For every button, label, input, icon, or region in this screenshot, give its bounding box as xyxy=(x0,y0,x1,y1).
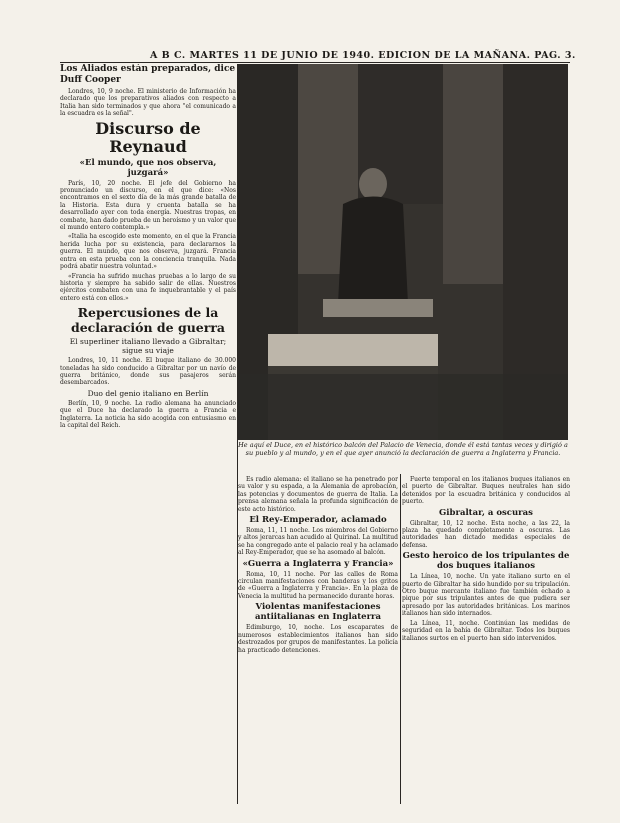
kicker-text: Londres, 10, 9 noche. El ministerio de Información ha declarado que los preparativos aliados con respecto a Italia han sido terminados y que ahora "el comunicado a la escuadra es la señal". xyxy=(60,88,236,118)
photo-image xyxy=(238,64,568,440)
middle-column xyxy=(238,474,398,656)
photo-duce-balcony xyxy=(238,64,568,440)
article-paragraph: Londres, 10, 11 noche. El buque italiano de 30.000 toneladas ha sido conducido a Gibraltar por un navío de guerra británico, donde sus pasajeros serán desembarcados. xyxy=(60,357,236,387)
headline-reynaud: Discurso de Reynaud xyxy=(95,118,201,156)
left-column xyxy=(60,64,236,431)
kicker-headline: Los Aliados están preparados, dice Duff Cooper xyxy=(60,64,236,85)
subhead-superliner: El superliner italiano llevado a Gibraltar; sigue su viaje xyxy=(69,337,227,356)
headline-guerra: «Guerra a Inglaterra y Francia» xyxy=(242,558,394,569)
article-paragraph: «Italia ha escogido este momento, en el que la Francia herida lucha por su existencia, para declararnos la guerra. El mundo, que nos observa, juzgará. Francia entra en esta prueba con la conciencia tranquila. Nada podrá abatir nuestra voluntad.» xyxy=(60,233,236,271)
headline-repercusiones: Repercusiones de la declaración de guerra xyxy=(70,305,226,336)
article-paragraph: París, 10, 20 noche. El jefe del Gobierno ha pronunciado un discurso, en el que dice: «Nos encontramos en el sexto día de la más grande batalla de la Historia. Esta dura y cruenta batalla se ha desarrollado ayer con toda energía. Nuestras tropas, en combate, han dado prueba de un heroísmo y un valor que el mundo entero contempla.» xyxy=(60,179,236,232)
headline-rey-emperador: El Rey-Emperador, aclamado xyxy=(249,515,387,526)
article-paragraph: Roma, 10, 11 noche. Por las calles de Roma circulan manifestaciones con banderas y los gritos de «Guerra a Inglaterra y Francia». En la plaza de Venecia la multitud ha permanecido durante horas. xyxy=(238,570,398,600)
header-rule xyxy=(60,62,570,63)
headline-manifestaciones: Violentas manifestaciones antiitalianas en Inglaterra xyxy=(254,602,382,623)
article-paragraph: Edimburgo, 10, noche. Los escaparates de numerosos establecimientos italianos han sido destrozados por grupos de manifestantes. La policía ha practicado detenciones. xyxy=(238,624,398,654)
article-paragraph: Es radio alemana: el italiano se ha penetrado por su valor y su espada, a la Alemania de aprobación, las potencias y documentos de guerra de Italia. La prensa alemana señala la profunda significación de este acto histórico. xyxy=(238,476,398,513)
column-rule xyxy=(400,474,401,804)
article-paragraph: Berlín, 10, 9 noche. La radio alemana ha anunciado que el Duce ha declarado la guerra a Francia e Inglaterra. La noticia ha sido acogida con entusiasmo en la capital del Reich. xyxy=(60,399,236,429)
article-paragraph: Fuerte temporal en los italianos buques italianos en el puerto de Gibraltar. Buques neutrales han sido detenidos por la escuadra británica y conducidos al puerto. xyxy=(402,476,570,506)
masthead: A B C. MARTES 11 DE JUNIO DE 1940. EDICION DE LA MAÑANA. PAG. 3. xyxy=(150,50,576,61)
headline-gibraltar: Gibraltar, a oscuras xyxy=(439,507,533,518)
article-paragraph: Roma, 11, 11 noche. Los miembros del Gobierno y altos jerarcas han acudido al Quirinal. La multitud se ha congregado ante el palacio real y ha aclamado al Rey-Emperador, que se ha asomado al balcón. xyxy=(238,527,398,557)
subhead-berlin: Duo del genio italiano en Berlín xyxy=(87,388,209,398)
article-paragraph: La Línea, 10, noche. Un yate italiano surto en el puerto de Gibraltar ha sido hundido por su tripulación. Otro buque mercante italiano fue también echado a pique por sus tripulantes antes de que pudiera ser apresado por las autoridades británicas. Los marinos italianos han sido internados. xyxy=(402,573,570,618)
right-column xyxy=(402,474,570,644)
article-paragraph: Gibraltar, 10, 12 noche. Esta noche, a las 22, la plaza ha quedado completamente a oscuras. Las autoridades han dictado medidas especiales de defensa. xyxy=(402,519,570,549)
headline-gesto-heroico: Gesto heroico de los tripulantes de dos buques italianos xyxy=(402,551,570,572)
subhead-reynaud: «El mundo, que nos observa, juzgará» xyxy=(79,157,217,178)
photo-caption: He aquí el Duce, en el histórico balcón del Palacio de Venecia, donde él está tantas veces y dirigió a su pueblo y al mundo, y en el que ayer anunció la declaración de guerra a Inglaterra y Francia. xyxy=(238,441,568,457)
column-rule xyxy=(237,64,238,804)
article-paragraph: La Línea, 11, noche. Continúan las medidas de seguridad en la bahía de Gibraltar. Todos los buques italianos surtos en el puerto han sido intervenidos. xyxy=(402,619,570,642)
article-paragraph: «Francia ha sufrido muchas pruebas a lo largo de su historia y siempre ha sabido salir de ellas. Nuestros ejércitos combaten con una fe inquebrantable y el país entero está con ellos.» xyxy=(60,272,236,302)
